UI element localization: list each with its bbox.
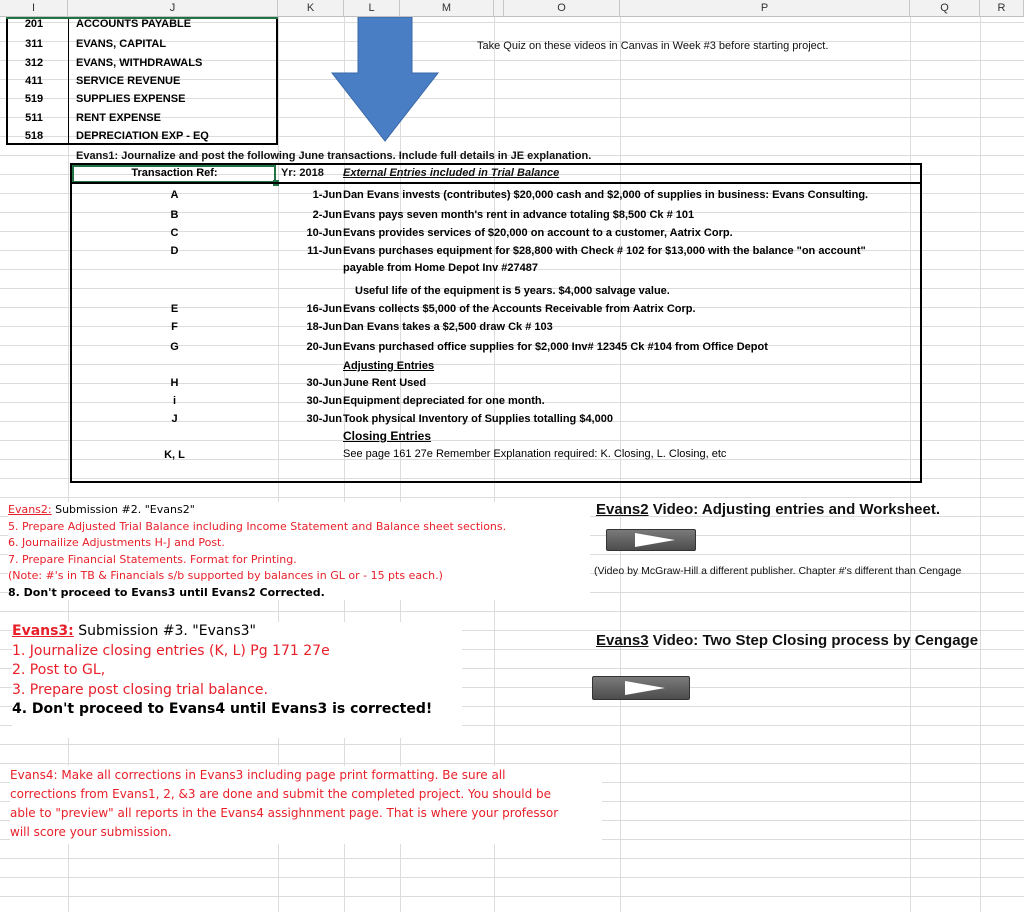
- evans2-title: [8, 502, 590, 519]
- account-name: EVANS, CAPITAL: [76, 38, 167, 50]
- account-name: ACCOUNTS PAYABLE: [76, 18, 192, 30]
- account-number: 201: [24, 18, 44, 30]
- evans2-video-name: Evans2: [596, 501, 649, 518]
- evans4-line: corrections from Evans1, 2, &3 are done and submit the completed project. You should be: [10, 787, 552, 801]
- evans2-instructions: [8, 502, 590, 600]
- transaction-desc: Useful life of the equipment is 5 years. $4,000 salvage value.: [355, 285, 670, 297]
- evans3-title-rest: Submission #3. "Evans3": [73, 623, 256, 639]
- evans2-item: 6. Journailize Adjustments H-J and Post.: [8, 536, 225, 549]
- account-number: 519: [24, 93, 44, 105]
- column-letter: P: [760, 2, 769, 14]
- column-header-o[interactable]: [504, 0, 620, 17]
- evans2-video-note: (Video by McGraw-Hill a different publisher. Chapter #'s different than Cengage: [594, 565, 962, 577]
- transaction-ref-header: Transaction Ref:: [131, 167, 218, 179]
- transaction-desc: Evans purchased office supplies for $2,000 Inv# 12345 Ck #104 from Office Depot: [343, 341, 768, 353]
- closing-ref: K, L: [164, 449, 185, 461]
- transaction-date: 20-Jun: [306, 341, 342, 353]
- evans2-item: 8. Don't proceed to Evans3 until Evans2 Corrected.: [8, 585, 325, 599]
- adjusting-ref: i: [172, 395, 177, 407]
- adjusting-date: 30-Jun: [306, 413, 342, 425]
- transaction-desc: Dan Evans invests (contributes) $20,000 cash and $2,000 of supplies in business: Evans Consulting.: [343, 189, 869, 201]
- evans2-label: Evans2:: [8, 503, 52, 516]
- evans2-item: 5. Prepare Adjusted Trial Balance including Income Statement and Balance sheet sections.: [8, 519, 507, 533]
- account-name: SUPPLIES EXPENSE: [76, 93, 186, 105]
- transaction-date: 1-Jun: [312, 189, 342, 201]
- account-name: DEPRECIATION EXP - EQ: [76, 130, 209, 142]
- transaction-ref: E: [170, 303, 179, 315]
- account-number: 518: [24, 130, 44, 142]
- column-letter: L: [368, 2, 375, 14]
- adjusting-date: 30-Jun: [306, 377, 342, 389]
- quiz-note: Take Quiz on these videos in Canvas in Week #3 before starting project.: [477, 40, 829, 52]
- transaction-ref: G: [170, 341, 179, 353]
- transaction-ref: B: [170, 209, 179, 221]
- transaction-desc: Evans pays seven month's rent in advance totaling $8,500 Ck # 101: [343, 209, 695, 221]
- transaction-desc: Evans collects $5,000 of the Accounts Receivable from Aatrix Corp.: [343, 303, 696, 315]
- column-letter: O: [557, 2, 566, 14]
- transaction-desc: Evans provides services of $20,000 on account to a customer, Aatrix Corp.: [343, 227, 733, 239]
- closing-entries-header: Closing Entries: [343, 429, 432, 443]
- transaction-ref: F: [171, 321, 178, 333]
- header-rule: [72, 182, 920, 184]
- account-number: 411: [25, 75, 43, 87]
- evans2-video-rest: Video: Adjusting entries and Worksheet.: [648, 501, 940, 518]
- column-letter: J: [169, 2, 176, 14]
- evans3-label: Evans3:: [12, 623, 74, 639]
- evans4-line: Evans4: Make all corrections in Evans3 including page print formatting. Be sure all: [10, 768, 506, 782]
- transaction-ref: C: [170, 227, 179, 239]
- adjusting-desc: Equipment depreciated for one month.: [343, 395, 545, 407]
- evans3-instructions: [12, 622, 462, 738]
- adjusting-desc: June Rent Used: [343, 377, 427, 389]
- transaction-desc: Evans purchases equipment for $28,800 with Check # 102 for $13,000 with the balance "on account": [343, 245, 866, 257]
- account-name: SERVICE REVENUE: [76, 75, 181, 87]
- play-icon: [635, 533, 675, 547]
- transaction-date: 10-Jun: [306, 227, 342, 239]
- column-header-m[interactable]: [400, 0, 494, 17]
- account-number: 511: [25, 112, 43, 124]
- down-arrow-icon[interactable]: [330, 17, 440, 143]
- transaction-ref: A: [170, 189, 179, 201]
- transaction-ref: D: [170, 245, 179, 257]
- evans3-item: 2. Post to GL,: [12, 662, 106, 678]
- column-header-l[interactable]: [344, 0, 400, 17]
- account-number: 312: [24, 57, 44, 69]
- transaction-date: 11-Jun: [307, 245, 342, 257]
- column-header-p[interactable]: [620, 0, 910, 17]
- column-letter: I: [31, 2, 36, 14]
- accounts-divider: [68, 17, 69, 144]
- evans3-video-play-button[interactable]: [592, 676, 690, 700]
- evans3-video-title: [596, 631, 978, 651]
- column-header-k[interactable]: [278, 0, 344, 17]
- adjusting-date: 30-Jun: [306, 395, 342, 407]
- adjusting-ref: H: [170, 377, 179, 389]
- transaction-desc-cont: payable from Home Depot Inv #27487: [343, 262, 539, 274]
- evans1-title: Evans1: Journalize and post the following June transactions. Include full details in JE explanation.: [76, 150, 592, 162]
- adjusting-ref: J: [171, 413, 178, 425]
- account-name: EVANS, WITHDRAWALS: [76, 57, 203, 69]
- adjusting-desc: Took physical Inventory of Supplies totalling $4,000: [343, 413, 613, 425]
- transaction-date: 2-Jun: [312, 209, 342, 221]
- external-entries-header: External Entries included in Trial Balance: [343, 167, 560, 179]
- evans2-item: (Note: #'s in TB & Financials s/b supported by balances in GL or - 15 pts each.): [8, 569, 443, 582]
- evans3-item: 1. Journalize closing entries (K, L) Pg 171 27e: [12, 642, 330, 659]
- evans3-title: [12, 622, 462, 642]
- column-letter: Q: [940, 2, 949, 14]
- evans2-video-title: [596, 500, 940, 520]
- column-header-r[interactable]: [980, 0, 1024, 17]
- column-letter: M: [441, 2, 452, 14]
- column-letter: R: [997, 2, 1006, 14]
- year-header: Yr: 2018: [281, 167, 324, 179]
- adjusting-entries-header: Adjusting Entries: [343, 360, 435, 372]
- closing-desc: See page 161 27e Remember Explanation required: K. Closing, L. Closing, etc: [343, 448, 727, 460]
- transaction-date: 18-Jun: [306, 321, 342, 333]
- transaction-date: 16-Jun: [306, 303, 342, 315]
- play-icon: [625, 681, 665, 695]
- evans4-line: will score your submission.: [10, 825, 172, 839]
- account-name: RENT EXPENSE: [76, 112, 161, 124]
- account-number: 311: [25, 38, 43, 50]
- transaction-desc: Dan Evans takes a $2,500 draw Ck # 103: [343, 321, 553, 333]
- evans4-instructions: [10, 766, 602, 844]
- evans2-title-rest: Submission #2. "Evans2": [51, 503, 195, 516]
- gridline: [980, 17, 981, 912]
- evans3-video-rest: Video: Two Step Closing process by Cengage: [648, 632, 979, 649]
- evans3-item: 4. Don't proceed to Evans4 until Evans3 is corrected!: [12, 701, 433, 717]
- evans2-item: 7. Prepare Financial Statements. Format for Printing.: [8, 552, 297, 566]
- column-letter: K: [306, 2, 315, 14]
- evans3-video-name: Evans3: [596, 632, 649, 649]
- evans3-item: 3. Prepare post closing trial balance.: [12, 681, 268, 698]
- column-header-q[interactable]: [910, 0, 980, 17]
- evans4-line: able to "preview" all reports in the Evans4 assighnment page. That is where your professor: [10, 806, 559, 820]
- evans2-video-play-button[interactable]: [606, 529, 696, 551]
